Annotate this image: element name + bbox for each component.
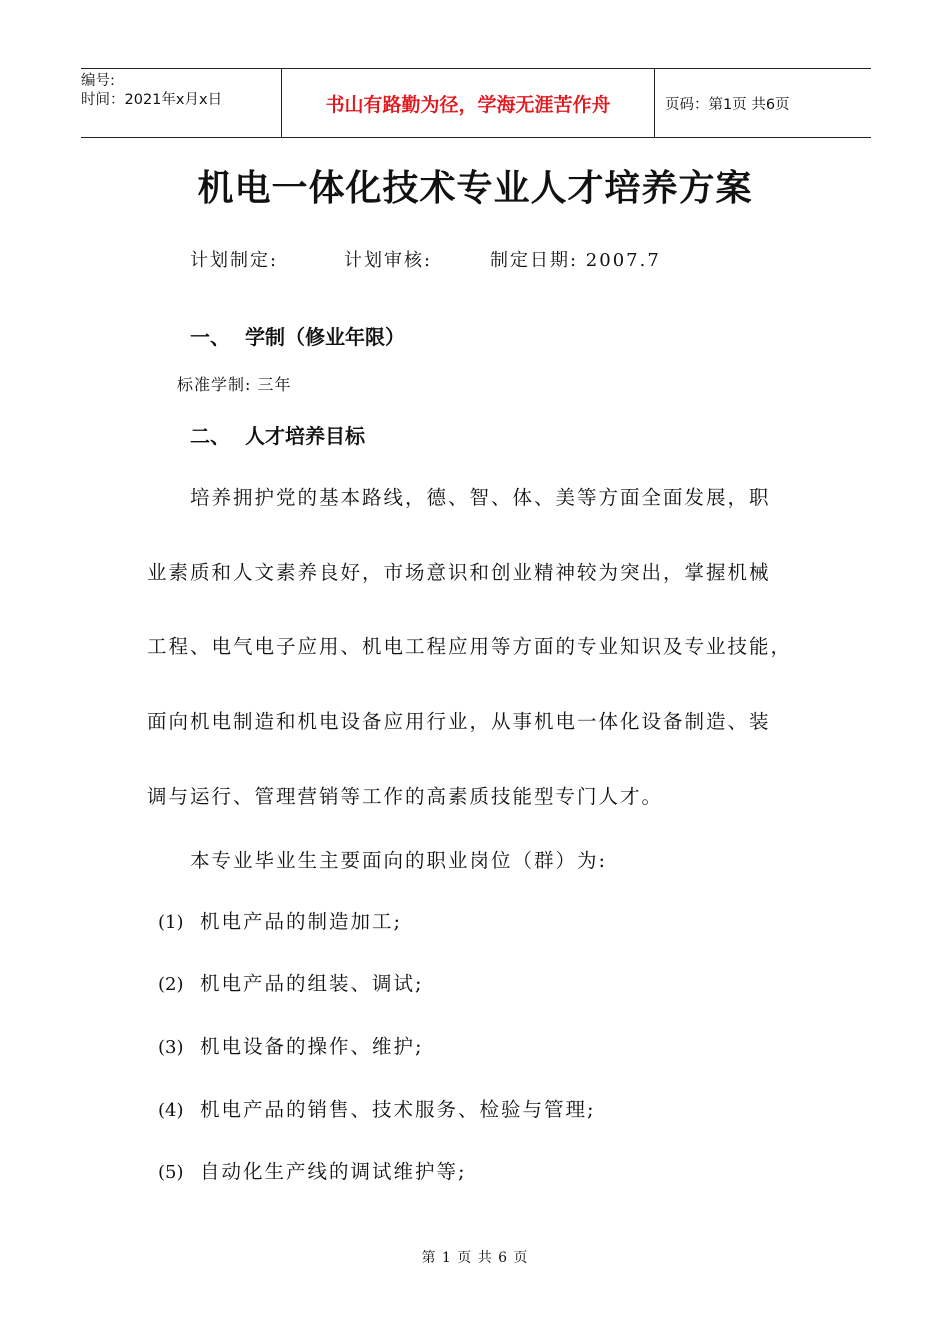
header-info-cell <box>81 69 281 137</box>
list-item-number: (3) <box>158 1037 184 1058</box>
list-item-number: (2) <box>158 974 184 995</box>
section-heading-2 <box>190 420 365 449</box>
section-number: 二、 <box>190 424 230 448</box>
plan-date: 制定日期: 2007.7 <box>490 250 661 271</box>
section-title: 学制（修业年限） <box>245 325 405 349</box>
page-footer: 第 1 页 共 6 页 <box>421 1250 529 1266</box>
number-label: 编号: <box>81 73 115 89</box>
list-item-text: 机电产品的组装、调试; <box>200 972 424 995</box>
paragraph-line: 业素质和人文素养良好，市场意识和创业精神较为突出，掌握机械 <box>147 561 771 584</box>
time-label: 时间：2021年x月x日 <box>81 92 223 108</box>
section-heading-1 <box>190 321 405 350</box>
section-number: 一、 <box>190 325 230 349</box>
career-intro: 本专业毕业生主要面向的职业岗位（群）为: <box>190 849 608 872</box>
list-item-text: 机电产品的销售、技术服务、检验与管理; <box>200 1098 596 1121</box>
plan-review-label: 计划审核: <box>344 250 433 271</box>
list-item <box>158 1094 596 1122</box>
list-item-text: 机电设备的操作、维护; <box>200 1035 424 1058</box>
header-motto: 书山有路勤为径，学海无涯苦作舟 <box>281 69 655 137</box>
paragraph-line: 工程、电气电子应用、机电工程应用等方面的专业知识及专业技能， <box>147 635 793 658</box>
list-item-text: 自动化生产线的调试维护等; <box>200 1160 467 1183</box>
standard-duration: 标准学制: 三年 <box>177 375 292 394</box>
plan-made-label: 计划制定: <box>190 250 279 271</box>
document-header-table <box>81 68 871 138</box>
list-item-number: (1) <box>158 912 184 933</box>
header-page-info: 页码：第1页 共6页 <box>665 96 790 113</box>
list-item-text: 机电产品的制造加工; <box>200 910 403 933</box>
list-item <box>158 968 424 996</box>
paragraph-line: 培养拥护党的基本路线，德、智、体、美等方面全面发展，职 <box>190 486 771 509</box>
list-item <box>158 906 402 934</box>
document-title: 机电一体化技术专业人才培养方案 <box>197 168 753 209</box>
section-title: 人才培养目标 <box>245 424 365 448</box>
list-item-number: (5) <box>158 1162 184 1183</box>
paragraph-line: 面向机电制造和机电设备应用行业，从事机电一体化设备制造、装 <box>147 710 771 733</box>
paragraph-line: 调与运行、管理营销等工作的高素质技能型专门人才。 <box>147 785 664 808</box>
list-item-number: (4) <box>158 1100 184 1121</box>
list-item <box>158 1031 424 1059</box>
list-item <box>158 1156 467 1184</box>
